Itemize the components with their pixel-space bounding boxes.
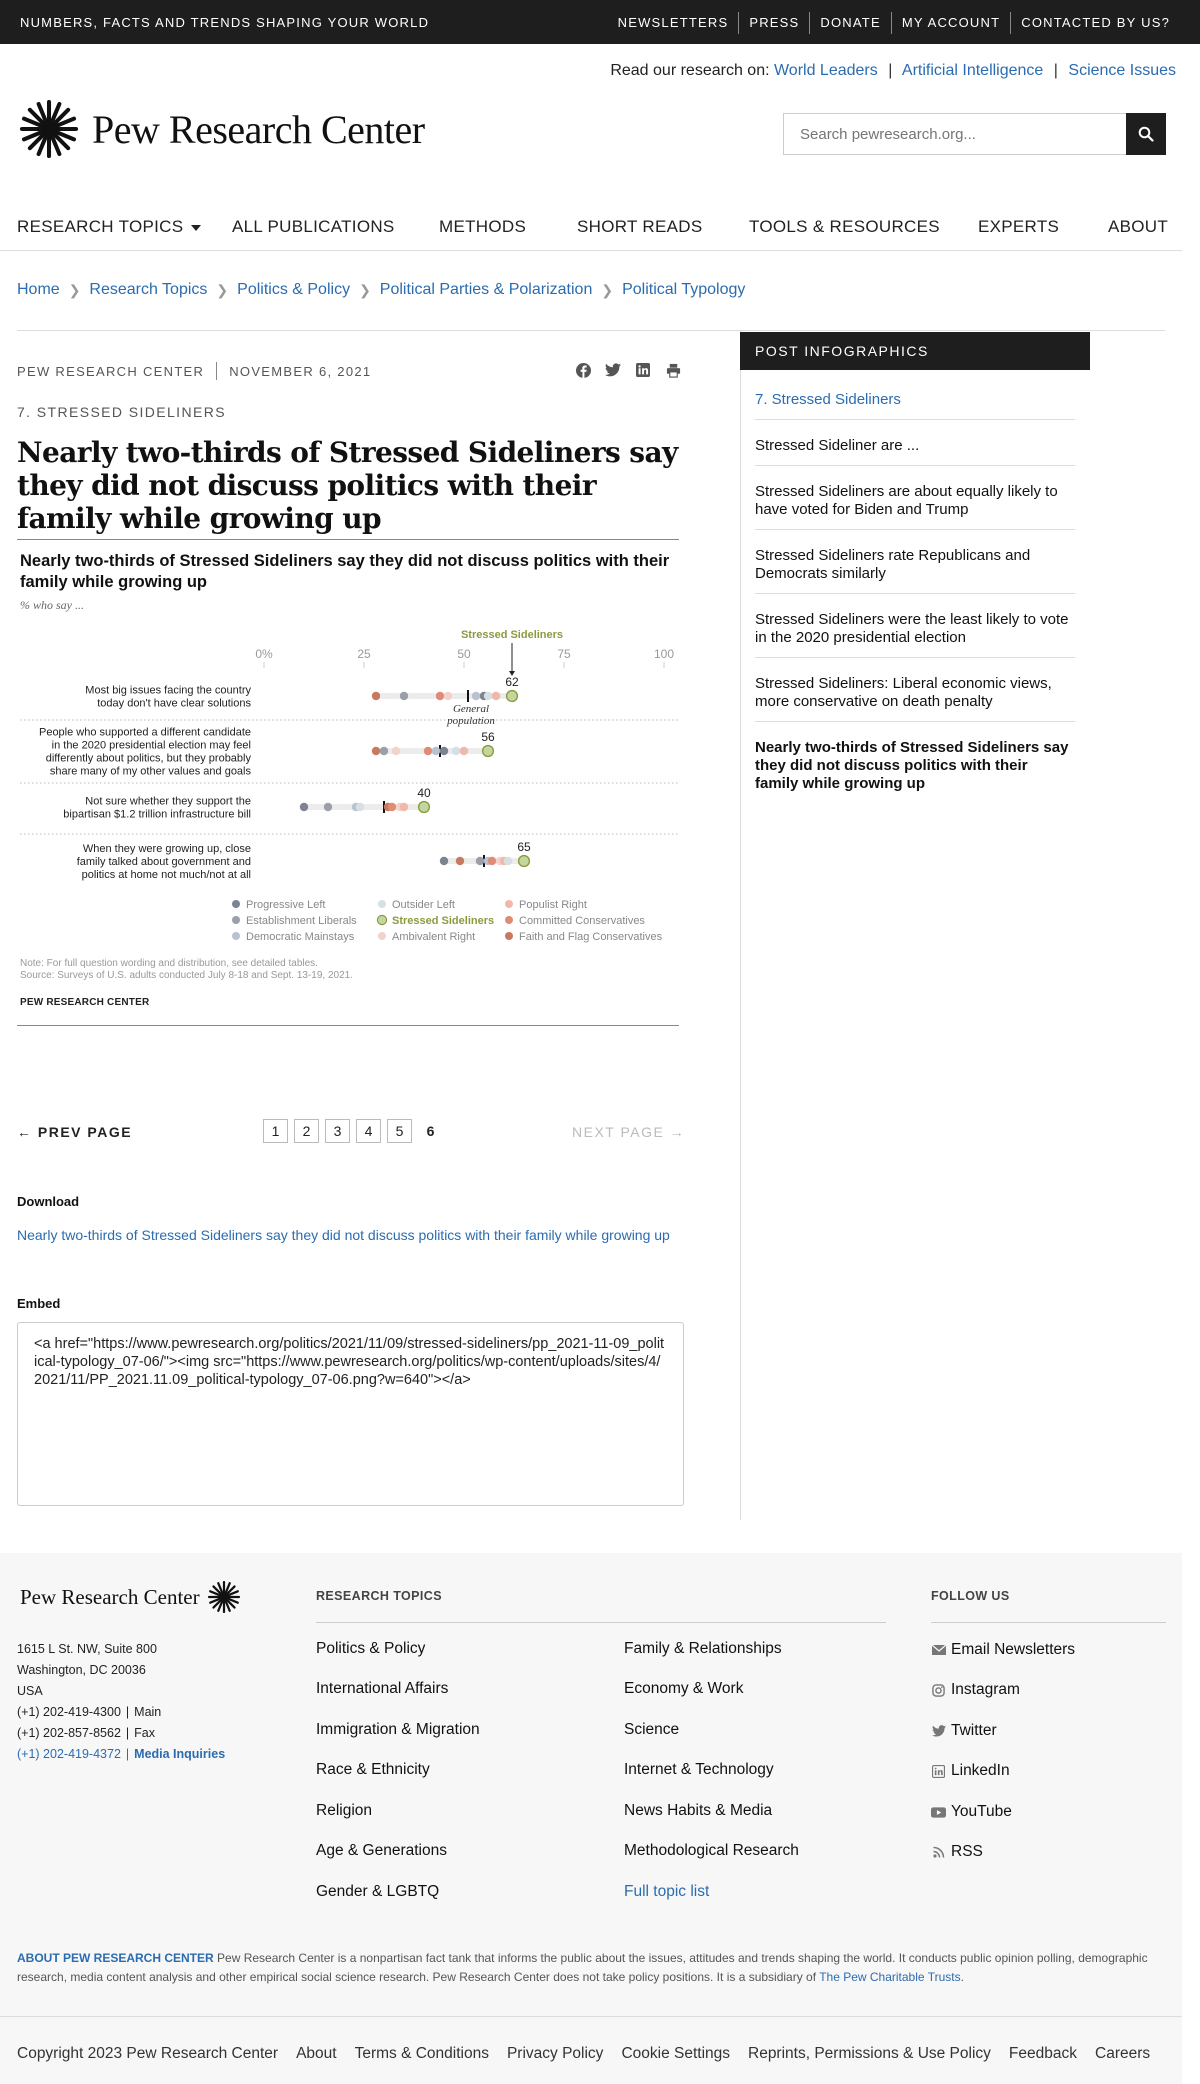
sidebar-item[interactable]: Stressed Sideliners are about equally likely to have voted for Biden and Trump	[755, 476, 1075, 530]
phone-main: (+1) 202-419-4300	[17, 1705, 121, 1719]
sidebar-item[interactable]: 7. Stressed Sideliners	[755, 384, 1075, 420]
legend-swatch	[505, 932, 513, 940]
phone-media-label: Media Inquiries	[134, 1747, 226, 1761]
current-page: 6	[426, 1123, 435, 1139]
chart-subtitle: % who say ...	[20, 598, 84, 612]
pew-sunburst-icon	[20, 100, 78, 158]
about-text: Pew Research Center is a nonpartisan fact tank that informs the public about the issues, attitudes and trends shaping the world. It conducts public opinion polling, demographic research, media content analysis and other empirical social science research. Pew Research Center does not take policy positions. It is a subsidiary of	[17, 1951, 1148, 1984]
highlight-value-label: 62	[505, 675, 519, 689]
search-icon	[1138, 126, 1154, 142]
envelope-icon	[931, 1644, 946, 1657]
artificial-intelligence-link[interactable]: Artificial Intelligence	[901, 62, 1044, 79]
row-label: differently about politics, but they probably	[45, 752, 251, 765]
highlight-series-label: Stressed Sideliners	[460, 629, 564, 641]
nav-methods[interactable]: METHODS	[439, 217, 527, 236]
page-title: Nearly two-thirds of Stressed Sideliners say they did not discuss politics with their family while growing up	[17, 436, 678, 535]
page-link-4[interactable]: 4	[356, 1119, 381, 1143]
chevron-right-icon: ❯	[68, 281, 81, 298]
legend-swatch	[505, 900, 513, 908]
instagram-icon	[931, 1684, 946, 1697]
divider	[931, 1622, 1166, 1623]
legend-label: Stressed Sideliners	[392, 915, 495, 927]
group-dot	[456, 857, 464, 865]
page-link-3[interactable]: 3	[325, 1119, 350, 1143]
divider	[17, 539, 679, 540]
twitter-icon	[605, 363, 621, 377]
follow-label: Instagram	[951, 1681, 1020, 1698]
group-dot	[380, 747, 388, 755]
sidebar-item[interactable]: Stressed Sideliners: Liberal economic views, more conservative on death penalty	[755, 668, 1075, 722]
legend-swatch	[378, 932, 386, 940]
twitter-icon	[931, 1725, 946, 1738]
research-on-bar	[610, 62, 1176, 80]
group-dot	[452, 747, 460, 755]
press-link[interactable]: PRESS	[738, 12, 809, 34]
legend-swatch	[377, 915, 386, 924]
my-account-link[interactable]: MY ACCOUNT	[891, 12, 1010, 34]
legend-label: Establishment Liberals	[246, 915, 357, 927]
legend-label: Populist Right	[519, 899, 587, 911]
highlight-dot	[519, 856, 530, 867]
search-button[interactable]	[1126, 113, 1166, 155]
nav-research-topics-label: RESEARCH TOPICS	[17, 217, 184, 236]
nav-tools-resources[interactable]: TOOLS & RESOURCES	[749, 217, 940, 236]
group-dot	[424, 747, 432, 755]
divider	[216, 362, 217, 380]
sidebar-divider	[740, 330, 741, 1520]
prev-page-label: PREV PAGE	[37, 1124, 133, 1140]
page-numbers	[263, 1119, 449, 1143]
follow-label: YouTube	[951, 1803, 1012, 1820]
linkedin-icon	[636, 363, 650, 377]
row-label: Most big issues facing the country	[85, 684, 251, 697]
sidebar-item[interactable]: Stressed Sideliners rate Republicans and Democrats similarly	[755, 540, 1075, 594]
twitter-link[interactable]	[931, 1722, 997, 1740]
footer-topic-link[interactable]: Family & Relationships	[624, 1640, 782, 1657]
group-dot	[324, 803, 332, 811]
group-dot	[504, 857, 512, 865]
email-newsletters-link[interactable]	[931, 1641, 1075, 1659]
legend-swatch	[232, 900, 240, 908]
follow-label: Email Newsletters	[951, 1641, 1076, 1658]
sidebar-list	[755, 384, 1075, 813]
group-dot	[488, 857, 496, 865]
download-link[interactable]: Nearly two-thirds of Stressed Sideliners say they did not discuss politics with their family while growing up	[17, 1227, 670, 1243]
highlight-value-label: 56	[481, 730, 495, 744]
footer-topic-link[interactable]: Gender & LGBTQ	[316, 1883, 440, 1900]
byline	[17, 362, 371, 380]
address-line: 1615 L St. NW, Suite 800	[17, 1642, 157, 1656]
chart-credit: PEW RESEARCH CENTER	[20, 997, 150, 1008]
legend-swatch	[378, 900, 386, 908]
dot-plot-chart	[0, 620, 690, 956]
group-dot	[356, 803, 364, 811]
group-dot	[444, 692, 452, 700]
science-issues-link[interactable]: Science Issues	[1068, 62, 1176, 79]
about-heading-link[interactable]: ABOUT PEW RESEARCH CENTER	[17, 1951, 214, 1965]
byline-source: PEW RESEARCH CENTER	[17, 363, 205, 379]
x-tick-label: 100	[653, 647, 675, 661]
world-leaders-link[interactable]: World Leaders	[773, 62, 878, 79]
footer-topic-link[interactable]: News Habits & Media	[624, 1802, 773, 1819]
nav-experts[interactable]: EXPERTS	[978, 217, 1060, 236]
group-dot	[372, 747, 380, 755]
legend-label: Committed Conservatives	[519, 915, 645, 927]
page-link-5[interactable]: 5	[387, 1119, 412, 1143]
x-tick-label: 0%	[255, 647, 273, 661]
full-topic-list-link[interactable]: Full topic list	[624, 1883, 710, 1900]
row-label: family talked about government and	[76, 856, 251, 868]
footer-logo-wordmark: Pew Research Center	[20, 1584, 200, 1609]
highlight-dot	[419, 802, 430, 813]
footer-topic-link[interactable]: Religion	[316, 1802, 373, 1819]
youtube-link[interactable]	[931, 1803, 1012, 1821]
group-dot	[476, 857, 484, 865]
footer-topic-link[interactable]: Economy & Work	[624, 1680, 744, 1697]
legend-swatch	[232, 916, 240, 924]
caret-down-icon	[191, 224, 201, 232]
facebook-icon	[576, 363, 591, 378]
group-dot	[388, 803, 396, 811]
row-label: People who supported a different candidate	[38, 726, 251, 739]
x-tick-label: 50	[457, 647, 471, 661]
chart-title: Nearly two-thirds of Stressed Sideliners say they did not discuss politics with their family while growing up	[20, 552, 670, 591]
phone-fax-label: Fax	[134, 1726, 155, 1740]
x-tick-label: 25	[357, 647, 371, 661]
breadcrumb-home[interactable]: Home	[17, 281, 60, 298]
footer-about-link[interactable]: About	[296, 2045, 337, 2062]
copyright-text: Copyright 2023 Pew Research Center	[17, 2045, 279, 2062]
legend-swatch	[232, 932, 240, 940]
site-logo[interactable]	[20, 100, 425, 158]
group-dot	[460, 747, 468, 755]
chevron-right-icon: ❯	[601, 281, 614, 298]
embed-heading: Embed	[17, 1296, 61, 1311]
general-population-label: population	[447, 715, 495, 727]
breadcrumb-politics-policy[interactable]: Politics & Policy	[237, 281, 351, 298]
highlight-dot	[507, 691, 518, 702]
nav-about[interactable]: ABOUT	[1108, 217, 1169, 236]
page-link-1[interactable]: 1	[263, 1119, 288, 1143]
divider	[0, 2016, 1182, 2017]
group-dot	[440, 857, 448, 865]
group-dot	[484, 692, 492, 700]
page-link-2[interactable]: 2	[294, 1119, 319, 1143]
download-heading: Download	[17, 1194, 80, 1209]
nav-short-reads[interactable]: SHORT READS	[577, 217, 703, 236]
sidebar-item[interactable]: Stressed Sideliners were the least likely to vote in the 2020 presidential election	[755, 604, 1075, 658]
legend-label: Outsider Left	[392, 899, 455, 911]
linkedin-share-button[interactable]	[628, 360, 658, 380]
legend-label: Progressive Left	[246, 899, 326, 911]
follow-label: RSS	[951, 1843, 983, 1860]
group-dot	[392, 747, 400, 755]
search-input[interactable]	[783, 113, 1127, 155]
row-label: share many of my other values and goals	[49, 765, 251, 778]
highlight-dot	[483, 746, 494, 757]
research-on-separator: |	[1053, 62, 1058, 79]
reprints-link[interactable]: Reprints, Permissions & Use Policy	[748, 2045, 991, 2062]
main-nav	[0, 205, 1182, 251]
x-tick-label: 75	[557, 647, 571, 661]
nav-all-publications[interactable]: ALL PUBLICATIONS	[232, 217, 395, 236]
group-dot	[440, 747, 448, 755]
group-dot	[436, 692, 444, 700]
breadcrumb-research-topics[interactable]: Research Topics	[89, 281, 208, 298]
footer-topic-link[interactable]: Immigration & Migration	[316, 1721, 480, 1738]
terms-link[interactable]: Terms & Conditions	[354, 2045, 489, 2062]
follow-label: LinkedIn	[951, 1762, 1010, 1779]
cookie-settings-link[interactable]: Cookie Settings	[621, 2045, 730, 2062]
research-on-label: Read our research on:	[610, 62, 770, 79]
chevron-right-icon: ❯	[216, 281, 229, 298]
site-footer	[0, 1553, 1182, 2084]
logo-wordmark: Pew Research Center	[92, 106, 425, 152]
arrow-left-icon: ←	[17, 1124, 33, 1140]
footer-logo[interactable]	[20, 1581, 240, 1613]
site-tagline: NUMBERS, FACTS AND TRENDS SHAPING YOUR WORLD	[20, 15, 430, 30]
group-dot	[372, 692, 380, 700]
top-bar	[0, 0, 1200, 44]
share-tools	[568, 360, 688, 380]
prev-page-button[interactable]	[17, 1124, 132, 1140]
legend-swatch	[505, 916, 513, 924]
breadcrumb	[17, 281, 745, 299]
instagram-link[interactable]	[931, 1681, 1020, 1699]
general-population-label: General	[452, 703, 490, 715]
topics-heading: RESEARCH TOPICS	[316, 1589, 442, 1603]
group-dot	[400, 803, 408, 811]
chevron-right-icon: ❯	[359, 281, 371, 298]
group-dot	[492, 692, 500, 700]
legend-label: Democratic Mainstays	[246, 931, 355, 943]
divider	[17, 1025, 679, 1026]
highlight-value-label: 40	[417, 786, 431, 800]
row-label: in the 2020 presidential election may feel	[51, 739, 251, 752]
pew-charitable-trusts-link[interactable]: The Pew Charitable Trusts	[819, 1970, 961, 1984]
feedback-link[interactable]: Feedback	[1008, 2045, 1077, 2062]
footer-topic-link[interactable]: International Affairs	[316, 1680, 449, 1697]
facebook-share-button[interactable]	[568, 360, 598, 380]
contacted-by-us-link[interactable]: CONTACTED BY US?	[1010, 12, 1180, 34]
footer-topic-link[interactable]: Age & Generations	[316, 1842, 447, 1859]
group-dot	[432, 747, 440, 755]
sidebar-item-current[interactable]: Nearly two-thirds of Stressed Sideliners say they did not discuss politics with their family while growing up	[755, 739, 1069, 792]
next-page-label: NEXT PAGE	[572, 1124, 665, 1140]
breadcrumb-political-parties[interactable]: Political Parties & Polarization	[379, 281, 593, 298]
divider	[316, 1622, 886, 1623]
twitter-share-button[interactable]	[598, 360, 628, 380]
careers-link[interactable]: Careers	[1095, 2045, 1151, 2062]
chart-note	[20, 958, 353, 982]
divider	[17, 330, 1165, 331]
research-on-separator: |	[888, 62, 893, 79]
phone-fax: (+1) 202-857-8562	[17, 1726, 121, 1740]
footer-topic-link[interactable]: Politics & Policy	[316, 1640, 426, 1657]
row-label: today don't have clear solutions	[97, 697, 251, 710]
sidebar-item[interactable]: Stressed Sideliner are ...	[755, 430, 1075, 466]
article-kicker: 7. STRESSED SIDELINERS	[17, 404, 226, 420]
row-label: politics at home not much/not at all	[81, 869, 251, 881]
sidebar-heading: POST INFOGRAPHICS	[740, 332, 1090, 370]
phone-media: (+1) 202-419-4372	[17, 1747, 121, 1761]
address-line: Washington, DC 20036	[17, 1663, 146, 1677]
group-dot	[300, 803, 308, 811]
rss-link[interactable]	[931, 1843, 983, 1861]
footer-topic-link[interactable]: Internet & Technology	[624, 1761, 774, 1778]
arrow-right-icon: →	[669, 1124, 686, 1140]
row-label: When they were growing up, close	[82, 843, 251, 855]
newsletters-link[interactable]: NEWSLETTERS	[617, 15, 729, 30]
chart-source-text: Source: Surveys of U.S. adults conducted July 8-18 and Sept. 13-19, 2021.	[20, 970, 353, 981]
footer-topic-link[interactable]: Science	[624, 1721, 680, 1738]
group-dot	[400, 692, 408, 700]
legend-label: Ambivalent Right	[392, 931, 476, 943]
youtube-icon	[931, 1806, 946, 1819]
follow-heading: FOLLOW US	[931, 1589, 1010, 1603]
about-blurb: ABOUT PEW RESEARCH CENTER Pew Research Center is a nonpartisan fact tank that informs the public about the issues, attitudes and trends shaping the world. It conducts public opinion polling, demographic research, media content analysis and other empirical social science research. Pew Research Center does not take policy positions. It is a subsidiary of The Pew Charitable Trusts.	[17, 1951, 1148, 1984]
top-links	[608, 12, 1180, 34]
footer-bottom-links	[17, 2045, 1168, 2063]
linkedin-icon	[931, 1765, 946, 1778]
rss-icon	[931, 1846, 946, 1859]
footer-topic-link[interactable]: Methodological Research	[624, 1842, 799, 1859]
row-label: Not sure whether they support the	[85, 795, 251, 808]
pew-sunburst-icon	[208, 1581, 240, 1613]
follow-label: Twitter	[951, 1722, 997, 1739]
print-button[interactable]	[658, 360, 688, 380]
address-line: USA	[17, 1684, 43, 1698]
nav-research-topics[interactable]	[17, 217, 201, 237]
linkedin-link[interactable]	[931, 1762, 1010, 1780]
footer-topic-link[interactable]: Race & Ethnicity	[316, 1761, 430, 1778]
next-page-button	[572, 1124, 685, 1140]
footer-address: 1615 L St. NW, Suite 800 Washington, DC 20036 USA (+1) 202-419-4300 | Main (+1) 202-857-8562 | Fax (+1) 202-419-4372 | Media Inquiries	[17, 1639, 225, 1765]
embed-code-box[interactable]: <a href="https://www.pewresearch.org/politics/2021/11/09/stressed-sideliners/pp_2021-11-09_political-typology_07-06/"><img src="https://www.pewresearch.org/politics/wp-content/uploads/sites/4/2021/11/PP_2021.11.09_political-typology_07-06.png?w=640"></a>	[17, 1322, 684, 1506]
chart-note-text: Note: For full question wording and distribution, see detailed tables.	[20, 958, 318, 969]
highlight-value-label: 65	[517, 840, 531, 854]
legend-label: Faith and Flag Conservatives	[519, 931, 663, 943]
privacy-policy-link[interactable]: Privacy Policy	[506, 2045, 604, 2062]
row-label: bipartisan $1.2 trillion infrastructure bill	[63, 808, 251, 821]
media-inquiries-link[interactable]: (+1) 202-419-4372 | Media Inquiries	[17, 1747, 226, 1761]
print-icon	[666, 363, 681, 378]
byline-date: NOVEMBER 6, 2021	[229, 363, 372, 379]
group-dot	[472, 692, 480, 700]
phone-main-label: Main	[134, 1705, 162, 1719]
breadcrumb-political-typology[interactable]: Political Typology	[622, 281, 746, 298]
donate-link[interactable]: DONATE	[809, 12, 890, 34]
